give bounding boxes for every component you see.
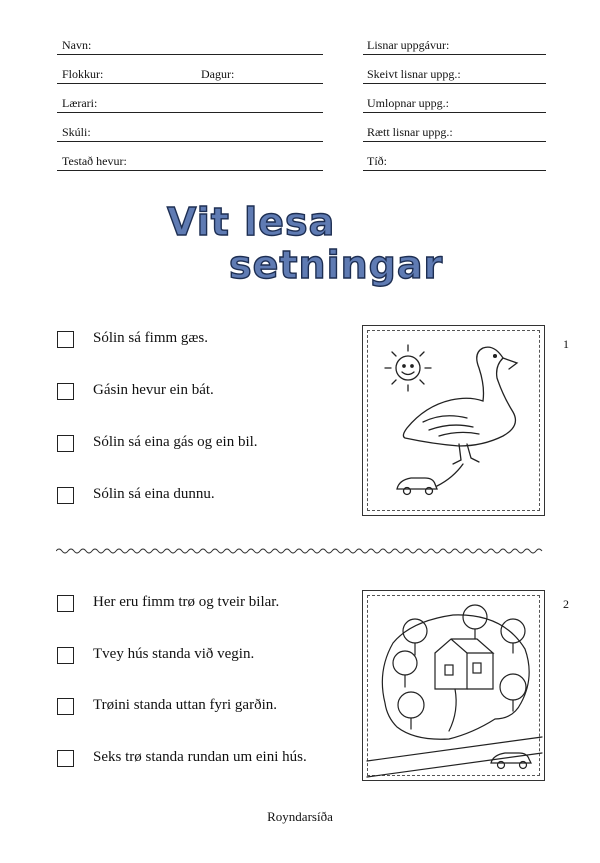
wrong-read-label: Skeivt lisnar uppg.:: [367, 67, 461, 81]
teacher-label: Lærari:: [62, 96, 98, 110]
date-label: Dagur:: [201, 67, 235, 81]
checkbox[interactable]: [57, 383, 74, 400]
name-label: Navn:: [62, 38, 92, 52]
checkbox[interactable]: [57, 595, 74, 612]
teacher-field[interactable]: [57, 96, 323, 113]
tasks-read-label: Lisnar uppgávur:: [367, 38, 450, 52]
checkbox[interactable]: [57, 435, 74, 452]
house-illustration: [362, 590, 545, 781]
sentence: Sólin sá fimm gæs.: [93, 330, 209, 346]
checkbox[interactable]: [57, 750, 74, 767]
sentence: Gásin hevur ein bát.: [93, 382, 214, 398]
tested-by-field[interactable]: [57, 154, 323, 171]
name-field[interactable]: [57, 38, 323, 55]
sun-icon: [385, 345, 431, 391]
checkbox[interactable]: [57, 698, 74, 715]
sentence: Tvey hús standa við vegin.: [93, 646, 255, 662]
time-label: Tíð:: [367, 154, 387, 168]
footer-text: Royndarsíða: [267, 809, 333, 824]
fence-icon: [382, 615, 529, 739]
school-label: Skúli:: [62, 125, 91, 139]
correct-read-field[interactable]: [363, 125, 546, 142]
checkbox[interactable]: [57, 647, 74, 664]
goose-icon: [403, 347, 517, 464]
wavy-divider: [56, 547, 547, 555]
exercise-1-number: 1: [563, 337, 569, 351]
title-line-1: Vit lesa: [167, 200, 336, 244]
toy-car-icon: [397, 464, 463, 495]
exercise-2-number: 2: [563, 597, 569, 611]
sentence: Trøini standa uttan fyri garðin.: [93, 697, 278, 713]
wrong-read-field[interactable]: [363, 67, 546, 84]
skipped-field[interactable]: [363, 96, 546, 113]
tested-by-label: Testað hevur:: [62, 154, 127, 168]
road-icon: [367, 737, 542, 777]
class-date-field[interactable]: [57, 67, 323, 84]
correct-read-label: Rætt lisnar uppg.:: [367, 125, 453, 139]
checkbox[interactable]: [57, 487, 74, 504]
tree-icon: [393, 605, 526, 729]
tasks-read-field[interactable]: [363, 38, 546, 55]
sentence: Sólin sá eina gás og ein bil.: [93, 434, 258, 450]
sentence: Sólin sá eina dunnu.: [93, 486, 215, 502]
time-field[interactable]: [363, 154, 546, 171]
sentence: Seks trø standa rundan um eini hús.: [93, 749, 307, 765]
goose-illustration: [362, 325, 545, 516]
sentence: Her eru fimm trø og tveir bilar.: [93, 594, 280, 610]
title-line-2: setningar: [229, 243, 444, 287]
class-label: Flokkur:: [62, 67, 104, 81]
checkbox[interactable]: [57, 331, 74, 348]
skipped-label: Umlopnar uppg.:: [367, 96, 449, 110]
house-icon: [435, 639, 493, 731]
school-field[interactable]: [57, 125, 323, 142]
